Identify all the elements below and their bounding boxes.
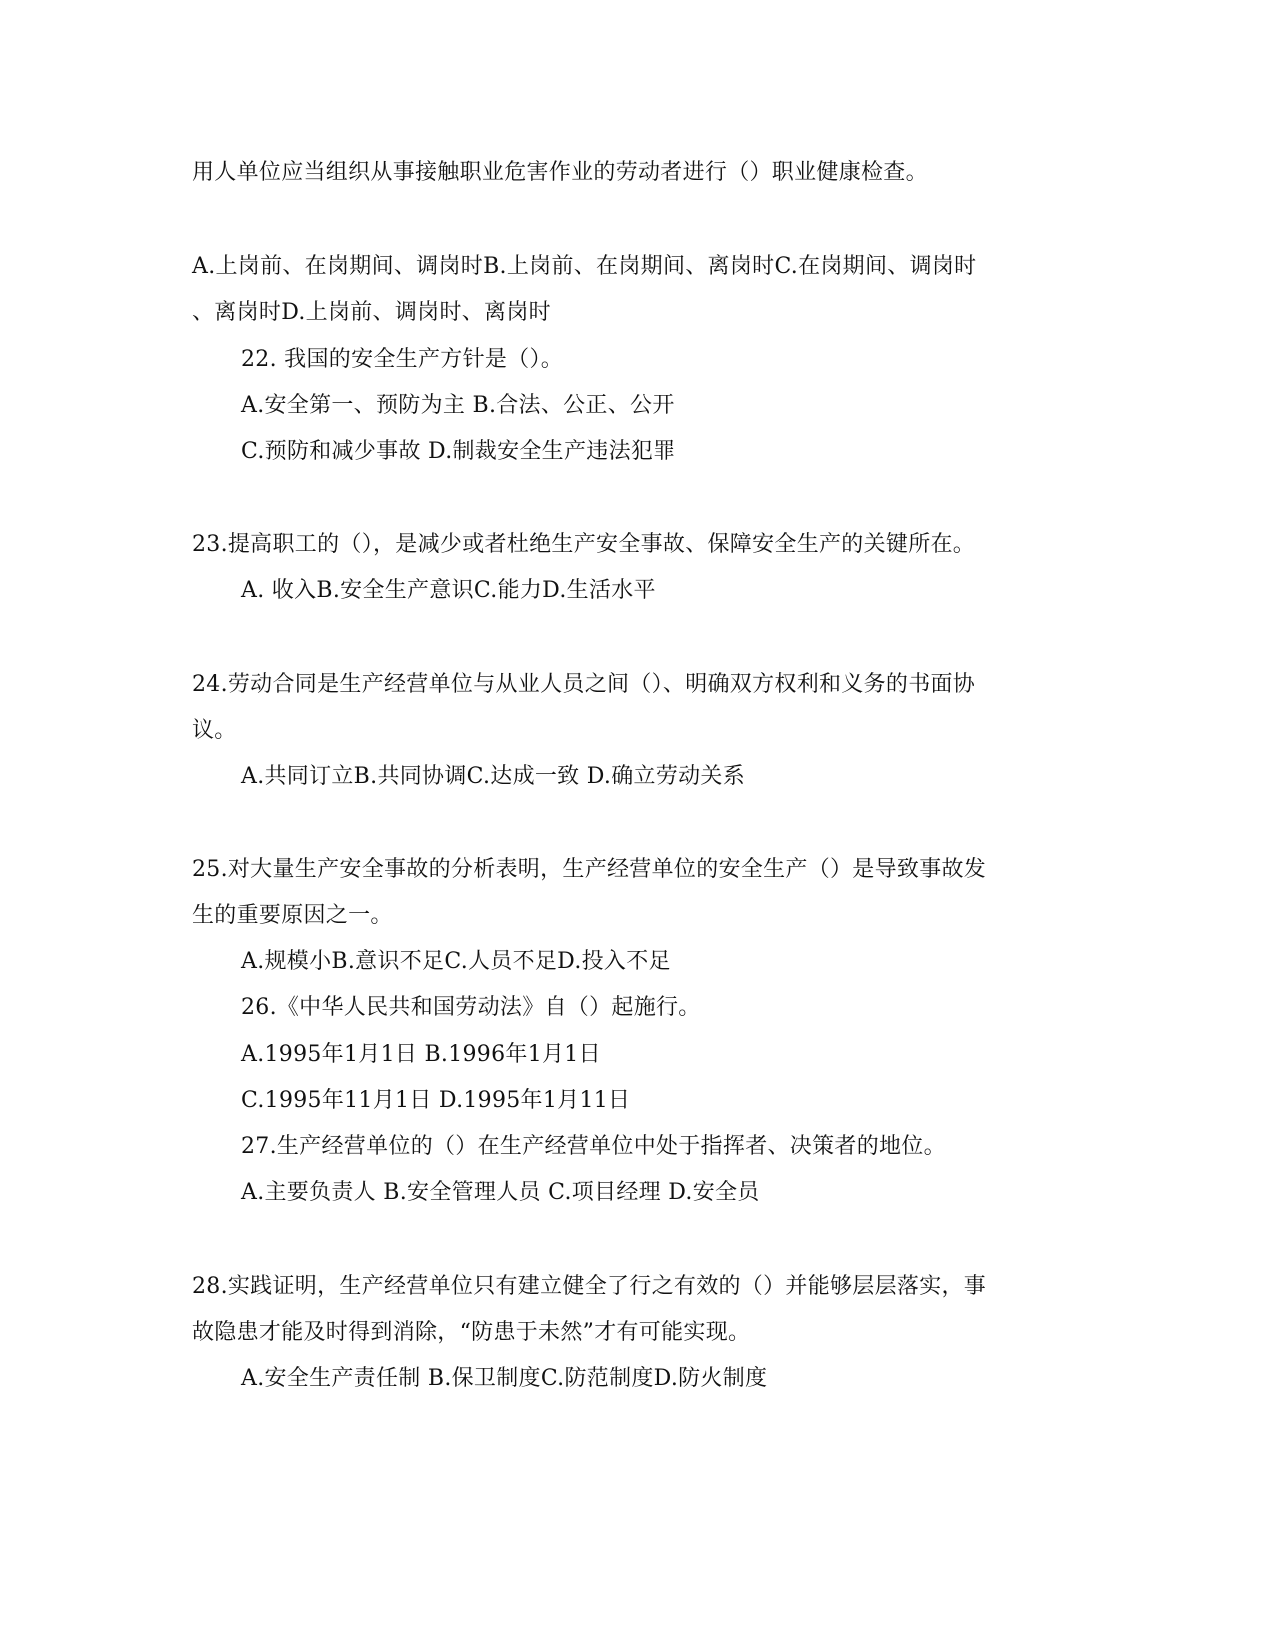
question-28-stem-line-1: 28.实践证明，生产经营单位只有建立健全了行之有效的（）并能够层层落实，事 xyxy=(192,1274,987,1299)
question-24-options: A.共同订立B.共同协调C.达成一致 D.确立劳动关系 xyxy=(241,764,746,789)
question-26-options-line-1: A.1995年1月1日 B.1996年1月1日 xyxy=(241,1042,601,1067)
question-28-options: A.安全生产责任制 B.保卫制度C.防范制度D.防火制度 xyxy=(241,1366,768,1391)
question-28-stem-line-2: 故隐患才能及时得到消除，“防患于未然”才有可能实现。 xyxy=(192,1320,751,1345)
question-26-stem: 26.《中华人民共和国劳动法》自（）起施行。 xyxy=(241,995,701,1020)
question-24-stem-line-2: 议。 xyxy=(192,718,237,743)
question-22-stem: 22. 我国的安全生产方针是（）。 xyxy=(241,347,564,372)
question-22-options-line-1: A.安全第一、预防为主 B.合法、公正、公开 xyxy=(241,393,675,418)
question-24-stem-line-1: 24.劳动合同是生产经营单位与从业人员之间（）、明确双方权利和义务的书面协 xyxy=(192,672,976,697)
question-27-options: A.主要负责人 B.安全管理人员 C.项目经理 D.安全员 xyxy=(241,1180,760,1205)
question-25-options: A.规模小B.意识不足C.人员不足D.投入不足 xyxy=(241,949,671,974)
question-27-stem: 27.生产经营单位的（）在生产经营单位中处于指挥者、决策者的地位。 xyxy=(241,1134,946,1159)
question-25-stem-line-2: 生的重要原因之一。 xyxy=(192,903,393,928)
question-21-options-line-2: 、离岗时D.上岗前、调岗时、离岗时 xyxy=(192,300,551,325)
question-26-options-line-2: C.1995年11月1日 D.1995年1月11日 xyxy=(241,1088,631,1113)
question-21-stem: 用人单位应当组织从事接触职业危害作业的劳动者进行（）职业健康检查。 xyxy=(192,160,928,185)
question-25-stem-line-1: 25.对大量生产安全事故的分析表明，生产经营单位的安全生产（）是导致事故发 xyxy=(192,857,987,882)
question-23-stem: 23.提高职工的（），是减少或者杜绝生产安全事故、保障安全生产的关键所在。 xyxy=(192,532,976,557)
question-23-options: A. 收入B.安全生产意识C.能力D.生活水平 xyxy=(241,578,656,603)
question-21-options-line-1: A.上岗前、在岗期间、调岗时B.上岗前、在岗期间、离岗时C.在岗期间、调岗时 xyxy=(192,254,977,279)
question-22-options-line-2: C.预防和减少事故 D.制裁安全生产违法犯罪 xyxy=(241,439,676,464)
